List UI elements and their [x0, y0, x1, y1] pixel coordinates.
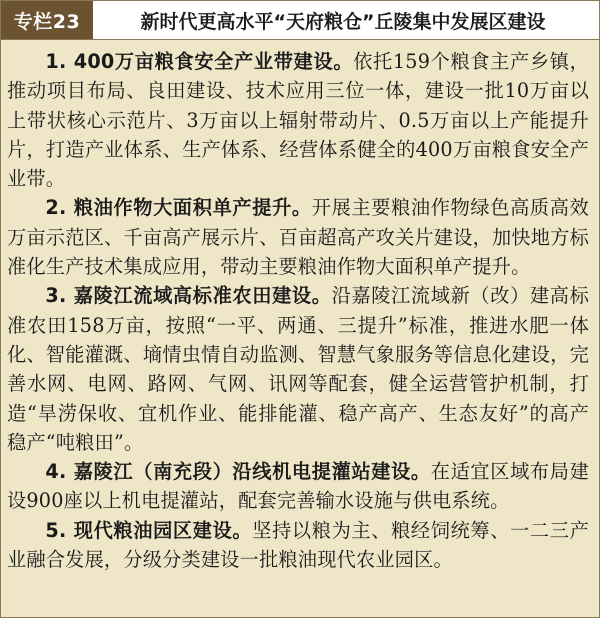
column-label: 专栏23 [1, 1, 93, 39]
item-4-text: 在适宜区域布局建设900座以上机电提灌站，配套完善输水设施与供电系统。 [7, 460, 589, 513]
item-5-heading: 5. 现代粮油园区建设。 [45, 518, 253, 542]
item-1 [7, 47, 589, 193]
item-2-heading: 2. 粮油作物大面积单产提升。 [45, 196, 312, 220]
item-5-text: 坚持以粮为主、粮经饲统筹、一二三产业融合发展，分级分类建设一批粮油现代农业园区。 [7, 518, 589, 572]
item-5 [7, 516, 589, 575]
column-header [1, 1, 599, 40]
item-4-heading: 4. 嘉陵江（南充段）沿线机电提灌站建设。 [45, 460, 431, 484]
column-body [7, 47, 589, 574]
item-1-text: 依托159个粮食主产乡镇，推动项目布局、良田建设、技术应用三位一体，建设一批10万亩以上带状核心示范片、3万亩以上辐射带动片、0.5万亩以上产能提升片，打造产业体系、生产体系、经营体系健全的400万亩粮食安全产业带。 [7, 50, 589, 191]
item-1-heading: 1. 400万亩粮食安全产业带建设。 [45, 50, 354, 73]
item-2-text: 开展主要粮油作物绿色高质高效万亩示范区、千亩高产展示片、百亩超高产攻关片建设，加快地方标准化生产技术集成应用，带动主要粮油作物大面积单产提升。 [7, 196, 589, 279]
item-2 [7, 193, 589, 281]
column-title: 新时代更高水平“天府粮仓”丘陵集中发展区建设 [140, 10, 546, 33]
item-3-heading: 3. 嘉陵江流域高标准农田建设。 [45, 284, 332, 308]
item-4 [7, 457, 589, 516]
item-3 [7, 281, 589, 457]
item-3-text: 沿嘉陵江流域新（改）建高标准农田158万亩，按照“一平、两通、三提升”标准，推进水肥一体化、智能灌溉、墒情虫情自动监测、智慧气象服务等信息化建设，完善水网、电网、路网、气网、讯网等配套，健全运营管护机制，打造“旱涝保收、宜机作业、能排能灌、稳产高产、生态友好”的高产稳产“吨粮田”。 [7, 284, 589, 454]
